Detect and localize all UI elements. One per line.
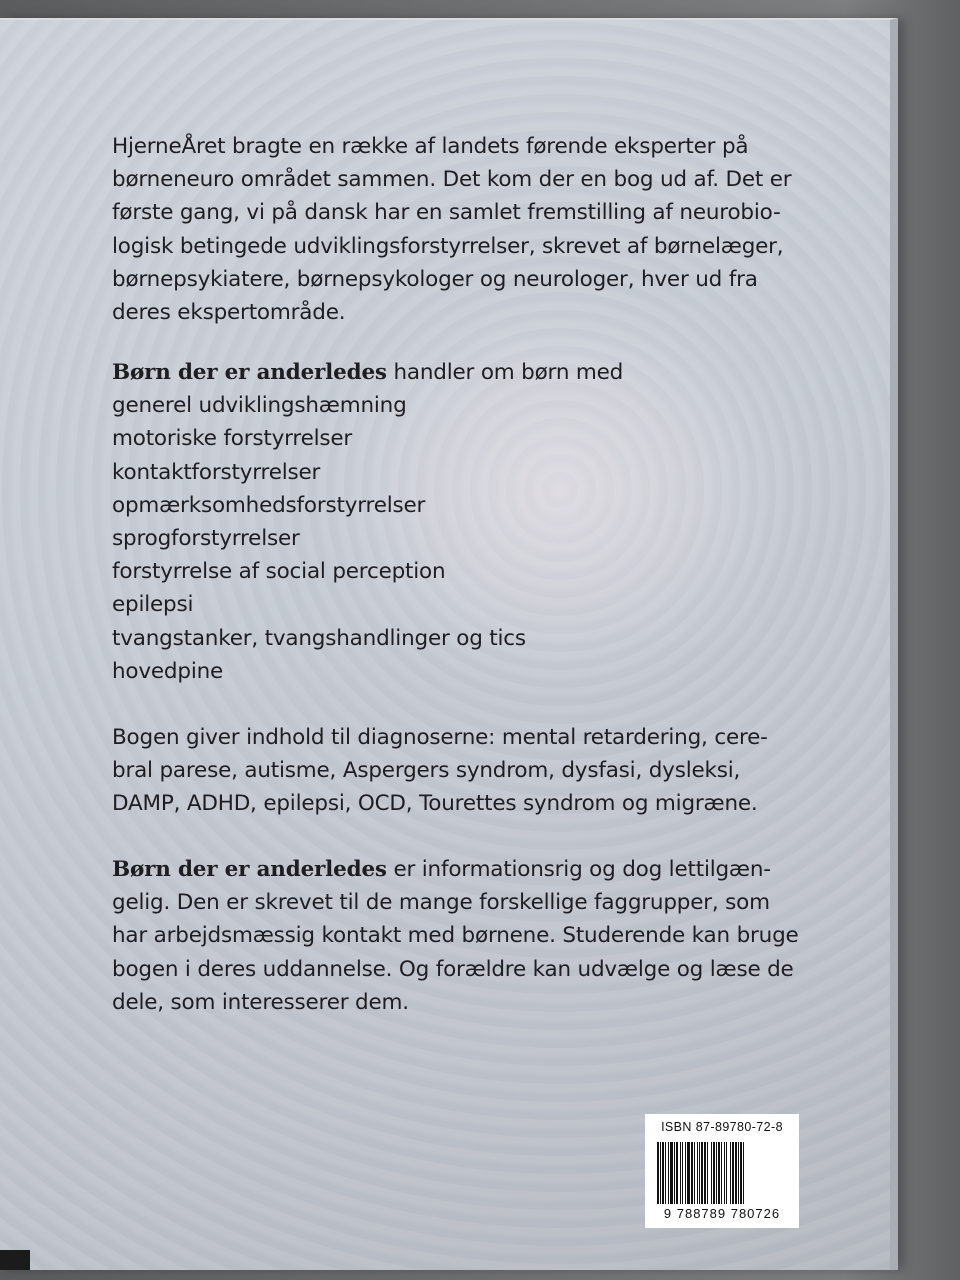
closing-line: har arbejdsmæssig kontakt med børnene. Studerende kan bruge <box>112 923 799 949</box>
topic-item: tvangstanker, tvangshandlinger og tics <box>112 625 526 651</box>
barcode-bar <box>665 1142 666 1204</box>
topic-item: generel udviklingshæmning <box>112 393 407 419</box>
barcode-bar <box>711 1142 712 1204</box>
closing-lead: er informationsrig og dog lettilgæn- <box>386 857 771 882</box>
barcode-bar <box>740 1142 742 1204</box>
topics-lead: handler om børn med <box>386 360 624 385</box>
barcode-bar <box>687 1142 690 1204</box>
book-back-cover <box>0 18 898 1270</box>
intro-line: logisk betingede udviklingsforstyrrelser, skrevet af børnelæger, <box>112 233 784 259</box>
barcode-bar <box>685 1142 686 1204</box>
barcode-bar <box>701 1142 703 1204</box>
barcode-bar <box>721 1142 722 1204</box>
topic-item: motoriske forstyrrelser <box>112 426 353 452</box>
closing-paragraph <box>112 853 812 1019</box>
barcode-bar <box>699 1142 700 1204</box>
book-title: Børn der er anderledes <box>112 360 387 385</box>
topic-item: opmærksomhedsforstyrrelser <box>112 492 426 518</box>
barcode-bar <box>732 1142 734 1204</box>
barcode-bar <box>670 1142 673 1204</box>
barcode-bar <box>743 1142 744 1204</box>
barcode-bar <box>691 1142 693 1204</box>
topic-item: sprogforstyrrelser <box>112 526 300 552</box>
intro-line: børneneuro området sammen. Det kom der en bog ud af. Det er <box>112 167 792 193</box>
intro-line: børnepsykiatere, børnepsykologer og neurologer, hver ud fra <box>112 266 758 292</box>
diagnoses-line: Bogen giver indhold til diagnoserne: mental retardering, cere- <box>112 725 768 750</box>
barcode-bar <box>730 1142 731 1204</box>
intro-paragraph <box>112 130 812 329</box>
barcode-bars <box>657 1142 795 1204</box>
isbn-barcode <box>645 1114 799 1228</box>
intro-line: HjerneÅret bragte en række af landets førende eksperter på <box>112 134 749 159</box>
topics-heading-line <box>112 356 812 389</box>
barcode-bar <box>676 1142 678 1204</box>
diagnoses-paragraph <box>112 721 812 821</box>
diagnoses-line: bral parese, autisme, Aspergers syndrom, dysfasi, dysleksi, <box>112 758 741 784</box>
isbn-label: ISBN 87-89780-72-8 <box>661 1120 783 1134</box>
barcode-bar <box>707 1142 708 1204</box>
intro-line: deres ekspertområde. <box>112 300 346 326</box>
topic-item: epilepsi <box>112 592 194 618</box>
barcode-bar <box>716 1142 717 1204</box>
book-title: Børn der er anderledes <box>112 857 387 882</box>
barcode-bar <box>735 1142 737 1204</box>
barcode-bar <box>697 1142 698 1204</box>
barcode-bar <box>694 1142 695 1204</box>
barcode-bar <box>724 1142 725 1204</box>
intro-line: første gang, vi på dansk har en samlet fremstilling af neurobio- <box>112 200 781 226</box>
topic-item: hovedpine <box>112 658 224 684</box>
barcode-bar <box>713 1142 715 1204</box>
barcode-bar <box>704 1142 706 1204</box>
barcode-bar <box>680 1142 681 1204</box>
topic-item: forstyrrelse af social perception <box>112 559 446 585</box>
topic-item: kontaktforstyrrelser <box>112 459 321 485</box>
closing-line: gelig. Den er skrevet til de mange forskellige faggrupper, som <box>112 890 770 916</box>
barcode-bar <box>682 1142 683 1204</box>
topics-list <box>112 356 812 688</box>
page-edge <box>0 1250 30 1270</box>
closing-line: dele, som interesserer dem. <box>112 989 409 1015</box>
closing-line: bogen i deres uddannelse. Og forældre kan udvælge og læse de <box>112 956 794 982</box>
barcode-bar <box>668 1142 669 1204</box>
barcode-bar <box>738 1142 739 1204</box>
barcode-bar <box>657 1142 659 1204</box>
closing-heading-line <box>112 853 812 886</box>
diagnoses-line: DAMP, ADHD, epilepsi, OCD, Tourettes syndrom og migræne. <box>112 791 758 817</box>
barcode-number: 9 788789 780726 <box>663 1206 781 1221</box>
barcode-bar <box>662 1142 664 1204</box>
barcode-bar <box>674 1142 675 1204</box>
barcode-bar <box>726 1142 727 1204</box>
barcode-bar <box>718 1142 720 1204</box>
barcode-bar <box>660 1142 661 1204</box>
